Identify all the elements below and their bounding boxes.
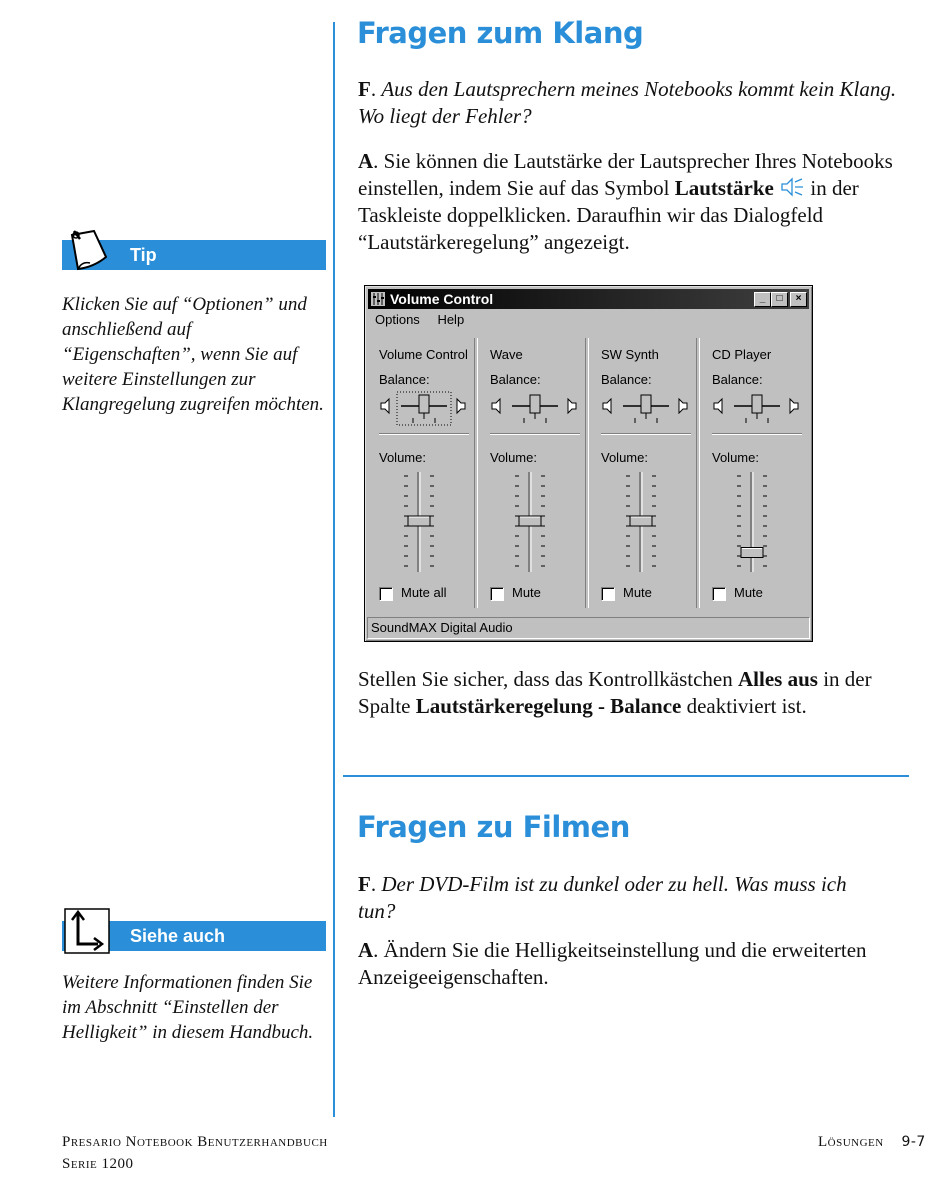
note-bold-1: Alles aus [738, 667, 818, 691]
close-button[interactable]: × [790, 292, 807, 307]
minimize-button[interactable]: _ [754, 292, 771, 307]
note-mute-all [358, 666, 923, 720]
note-text-3: deaktiviert ist. [686, 694, 807, 718]
balance-slider[interactable] [488, 391, 584, 427]
mixer-column [369, 333, 478, 608]
reference-arrow-icon [64, 908, 110, 954]
question-text: Aus den Lautsprechern meines Notebooks kommt kein Klang. Wo liegt der Fehler? [358, 77, 897, 128]
q2-prefix: F [358, 872, 371, 896]
balance-slider[interactable] [377, 391, 473, 427]
see-also-callout [62, 908, 326, 954]
footer-right [818, 1131, 926, 1153]
window-titlebar [368, 289, 809, 309]
column-separator [696, 338, 700, 608]
mute-checkbox[interactable] [712, 587, 726, 601]
q-prefix: F [358, 77, 371, 101]
question-sound: F. Aus den Lautsprechern meines Notebooks kommt kein Klang. Wo liegt der Fehler? [358, 77, 897, 128]
a2-prefix: A [358, 938, 374, 962]
balance-label: Balance: [601, 372, 652, 387]
column-name: Volume Control [379, 347, 468, 362]
volume-label: Volume: [490, 450, 537, 465]
footer-title: Presario Notebook Benutzerhandbuch [62, 1134, 328, 1150]
volume-control-window [364, 285, 813, 642]
footer-series: Serie 1200 [62, 1156, 134, 1172]
status-bar: SoundMAX Digital Audio [367, 617, 810, 639]
volume-slider[interactable] [616, 468, 676, 578]
mute-checkbox[interactable] [490, 587, 504, 601]
question2-text: Der DVD-Film ist zu dunkel oder zu hell. Was muss ich tun? [358, 872, 847, 923]
volume-label: Volume: [712, 450, 759, 465]
mixer-column [702, 333, 811, 608]
column-divider [490, 433, 580, 435]
section-title-sound: Fragen zum Klang [357, 16, 644, 50]
note-bold-2: Lautstärkeregelung - Balance [415, 694, 682, 718]
page-number: 9-7 [901, 1134, 926, 1150]
column-name: Wave [490, 347, 523, 362]
tip-text: Klicken Sie auf “Optionen” und anschließend auf “Eigenschaften”, wenn Sie auf weitere Einstellungen zur Klangregelung zugreifen möchten. [62, 294, 324, 415]
volume-label: Volume: [601, 450, 648, 465]
footer-left [62, 1131, 328, 1175]
note-text-2: in der Spalte [358, 667, 872, 718]
column-divider [379, 433, 469, 435]
mute-label: Mute all [401, 585, 447, 600]
note-icon [64, 227, 110, 273]
see-also-text: Weitere Informationen finden Sie im Abschnitt “Einstellen der Helligkeit” in diesem Handbuch. [62, 972, 314, 1043]
mixer-column [591, 333, 700, 608]
answer-text-post: in der Taskleiste doppelklicken. Daraufhin wir das Dialogfeld “Lautstärkeregelung” angezeigt. [358, 176, 859, 254]
volume-label: Volume: [379, 450, 426, 465]
volume-slider[interactable] [505, 468, 565, 578]
mute-label: Mute [734, 585, 763, 600]
column-name: CD Player [712, 347, 772, 362]
menu-bar [369, 310, 472, 330]
footer-section: Lösungen [818, 1134, 884, 1150]
volume-slider[interactable] [394, 468, 454, 578]
column-separator [585, 338, 589, 608]
window-title: Volume Control [390, 291, 494, 307]
menu-help[interactable]: Help [437, 312, 465, 327]
answer2-text: Ändern Sie die Helligkeitseinstellung und die erweiterten Anzeigeeigenschaften. [358, 938, 867, 989]
mixer-column [480, 333, 589, 608]
column-divider [601, 433, 691, 435]
balance-label: Balance: [379, 372, 430, 387]
column-separator [474, 338, 478, 608]
tip-label: Tip [130, 245, 157, 265]
see-also-label: Siehe auch [130, 926, 226, 946]
menu-options[interactable]: Options [375, 312, 420, 327]
column-divider [712, 433, 802, 435]
answer-movies: A. Ändern Sie die Helligkeitseinstellung und die erweiterten Anzeigeeigenschaften. [358, 938, 867, 989]
mute-checkbox[interactable] [379, 587, 393, 601]
section-divider [343, 775, 909, 777]
a-prefix: A [358, 149, 374, 173]
balance-label: Balance: [712, 372, 763, 387]
answer-sound: A. Sie können die Lautstärke der Lautsprecher Ihres Notebooks einstellen, indem Sie auf das Symbol Lautstärke in der Taskleiste doppelklicken. Daraufhin wir das Dialogfeld “Lautstärkeregelung” angezeigt. [358, 149, 893, 254]
balance-label: Balance: [490, 372, 541, 387]
column-name: SW Synth [601, 347, 659, 362]
maximize-button[interactable]: □ [771, 292, 788, 307]
mute-checkbox[interactable] [601, 587, 615, 601]
vertical-rule [333, 22, 335, 1117]
app-icon [371, 292, 385, 306]
balance-slider[interactable] [599, 391, 695, 427]
mute-label: Mute [623, 585, 652, 600]
mute-label: Mute [512, 585, 541, 600]
answer-text-pre: Sie können die Lautstärke der Lautsprecher Ihres Notebooks einstellen, indem Sie auf das Symbol [358, 149, 893, 200]
note-text-1: Stellen Sie sicher, dass das Kontrollkästchen [358, 667, 733, 691]
speaker-icon [779, 177, 805, 197]
volume-slider[interactable] [727, 468, 787, 578]
answer-bold: Lautstärke [674, 176, 774, 200]
section-title-movies: Fragen zu Filmen [357, 810, 630, 844]
tip-callout [62, 227, 326, 273]
question-movies: F. Der DVD-Film ist zu dunkel oder zu hell. Was muss ich tun? [358, 872, 847, 923]
balance-slider[interactable] [710, 391, 806, 427]
